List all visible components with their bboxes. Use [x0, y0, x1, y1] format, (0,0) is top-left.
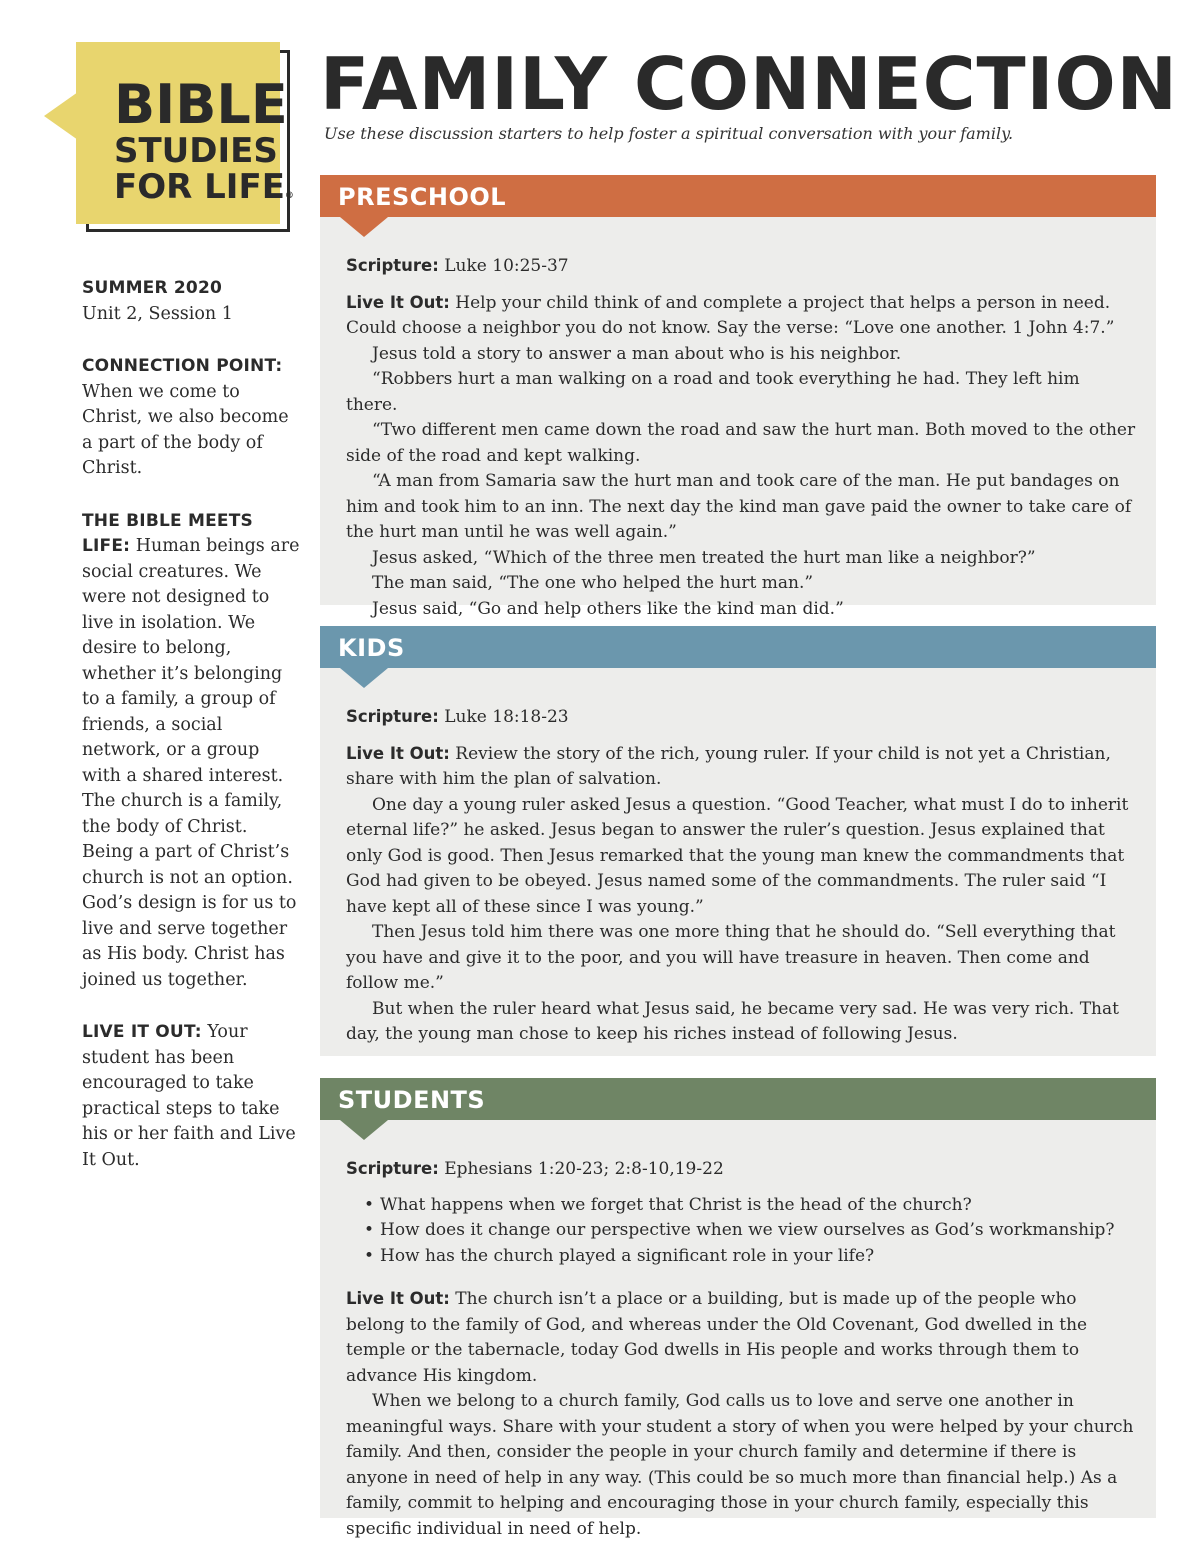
story-paragraph: The man said, “The one who helped the hurt man.” — [372, 573, 814, 593]
students-section — [320, 1078, 1156, 1539]
connection-point — [82, 354, 302, 482]
students-header — [320, 1078, 1156, 1120]
sidebar — [82, 276, 302, 1200]
session-label: Unit 2, Session 1 — [82, 303, 233, 324]
discussion-question: • How has the church played a significant role in your life? — [380, 1244, 1136, 1270]
kids-body — [320, 668, 1156, 1062]
logo-speech-notch — [44, 92, 78, 140]
students-arrow — [340, 1120, 388, 1140]
connection-point-label: CONNECTION POINT: — [82, 356, 283, 376]
season-label: SUMMER 2020 — [82, 278, 223, 298]
preschool-section — [320, 175, 1156, 619]
live-it-out-text: Review the story of the rich, young ruler. If your child is not yet a Christian, share with him the plan of salvation. — [346, 743, 1111, 789]
kids-heading: KIDS — [338, 634, 405, 662]
kids-arrow — [340, 668, 388, 688]
students-live-it-out — [346, 1286, 1136, 1389]
sidebar-live-it-out-text: Your student has been encouraged to take practical steps to take his or her faith and Live It Out. — [82, 1022, 296, 1170]
discussion-question: • How does it change our perspective when we view ourselves as God’s workmanship? — [380, 1218, 1136, 1244]
preschool-live-it-out — [346, 290, 1136, 342]
kids-scripture — [346, 704, 1136, 731]
bible-meets-life-text: Human beings are social creatures. We were not designed to live in isolation. We desire to belong, whether it’s belonging to a family, a group of friends, a social network, or a group with a shared interest. The church is a family, the body of Christ. Being a part of Christ’s church is not an option. God’s design is for us to live and serve together as His body. Christ has joined us together. — [82, 536, 300, 990]
bible-meets-life — [82, 509, 302, 994]
kids-live-it-out — [346, 741, 1136, 793]
students-scripture — [346, 1156, 1136, 1183]
story-paragraph: “A man from Samaria saw the hurt man and took care of the man. He put bandages on him and took him to an inn. The next day the kind man gave paid the owner to take care of the hurt man until he was well again.” — [346, 471, 1132, 542]
scripture-label: Scripture: — [346, 707, 439, 726]
bible-studies-for-life-logo — [44, 42, 296, 238]
logo-text — [114, 73, 294, 207]
page-title: FAMILY CONNECTION — [320, 42, 1178, 126]
sidebar-live-it-out — [82, 1020, 302, 1173]
scripture-label: Scripture: — [346, 1159, 439, 1178]
live-it-out-label: Live It Out: — [346, 1289, 450, 1308]
kids-section — [320, 626, 1156, 1056]
discussion-question: • What happens when we forget that Christ is the head of the church? — [380, 1193, 1136, 1219]
live-it-out-text: The church isn’t a place or a building, but is made up of the people who belong to the family of God, and whereas under the Old Covenant, God dwelled in the temple or the tabernacle, today God dwells in His people and works through them to advance His kingdom. — [346, 1289, 1088, 1386]
preschool-arrow — [340, 217, 388, 237]
story-paragraph: One day a young ruler asked Jesus a question. “Good Teacher, what must I do to inherit eternal life?” he asked. Jesus began to answer the ruler’s question. Jesus explained that only God is good. Then Jesus remarked that the young man knew the commandments that God had given to be obeyed. Jesus named some of the commandments. The ruler said “I have kept all of these since I was young.” — [346, 794, 1129, 917]
scripture-label: Scripture: — [346, 256, 439, 275]
live-it-out-label: Live It Out: — [346, 292, 450, 312]
scripture-reference: Luke 18:18-23 — [444, 707, 569, 727]
story-paragraph: But when the ruler heard what Jesus said, he became very sad. He was very rich. That day, the young man chose to keep his riches instead of following Jesus. — [346, 998, 1119, 1044]
session-info — [82, 276, 302, 327]
logo-line-3-text: FOR LIFE — [114, 167, 285, 207]
discussion-questions — [346, 1193, 1136, 1270]
story-paragraph: “Two different men came down the road and saw the hurt man. Both moved to the other side of the road and kept walking. — [346, 420, 1136, 466]
story-paragraph: Jesus told a story to answer a man about who is his neighbor. — [372, 343, 902, 364]
bible-meets-life-label: THE BIBLE MEETS LIFE: — [82, 510, 253, 556]
students-heading: STUDENTS — [338, 1086, 486, 1114]
preschool-scripture — [346, 253, 1136, 280]
preschool-header — [320, 175, 1156, 217]
story-paragraph: Jesus asked, “Which of the three men treated the hurt man like a neighbor?” — [372, 547, 1036, 568]
connection-point-text: When we come to Christ, we also become a part of the body of Christ. — [82, 381, 289, 478]
story-paragraph: Jesus said, “Go and help others like the kind man did.” — [372, 598, 844, 619]
logo-line-3 — [114, 167, 294, 207]
story-paragraph: “Robbers hurt a man walking on a road and took everything he had. They left him there. — [346, 369, 1080, 415]
students-body — [320, 1120, 1156, 1556]
logo-line-2: STUDIES — [114, 131, 278, 171]
preschool-body — [320, 217, 1156, 636]
scripture-reference: Luke 10:25-37 — [444, 256, 569, 276]
kids-header — [320, 626, 1156, 668]
story-paragraph: Then Jesus told him there was one more thing that he should do. “Sell everything that you have and give it to the poor, and you will have treasure in heaven. Then come and follow me.” — [346, 922, 1116, 993]
live-it-out-text: Help your child think of and complete a project that helps a person in need. Could choose a neighbor you do not know. Say the verse: “Love one another. 1 John 4:7.” — [346, 292, 1115, 338]
scripture-reference: Ephesians 1:20-23; 2:8-10,19-22 — [444, 1159, 724, 1179]
registered-mark: ® — [284, 191, 294, 201]
live-it-out-label: Live It Out: — [346, 743, 450, 763]
page-subtitle: Use these discussion starters to help foster a spiritual conversation with your family. — [324, 124, 1014, 143]
logo-line-1: BIBLE — [114, 73, 288, 136]
sidebar-live-it-out-label: LIVE IT OUT: — [82, 1022, 202, 1042]
story-paragraph: When we belong to a church family, God calls us to love and serve one another in meaningful ways. Share with your student a story of when you were helped by your church family. And then, consider the people in your church family and determine if there is anyone in need of help in any way. (This could be so much more than financial help.) As a family, commit to helping and encouraging those in your church family, especially this specific individual in need of help. — [346, 1391, 1134, 1539]
preschool-heading: PRESCHOOL — [338, 183, 507, 211]
